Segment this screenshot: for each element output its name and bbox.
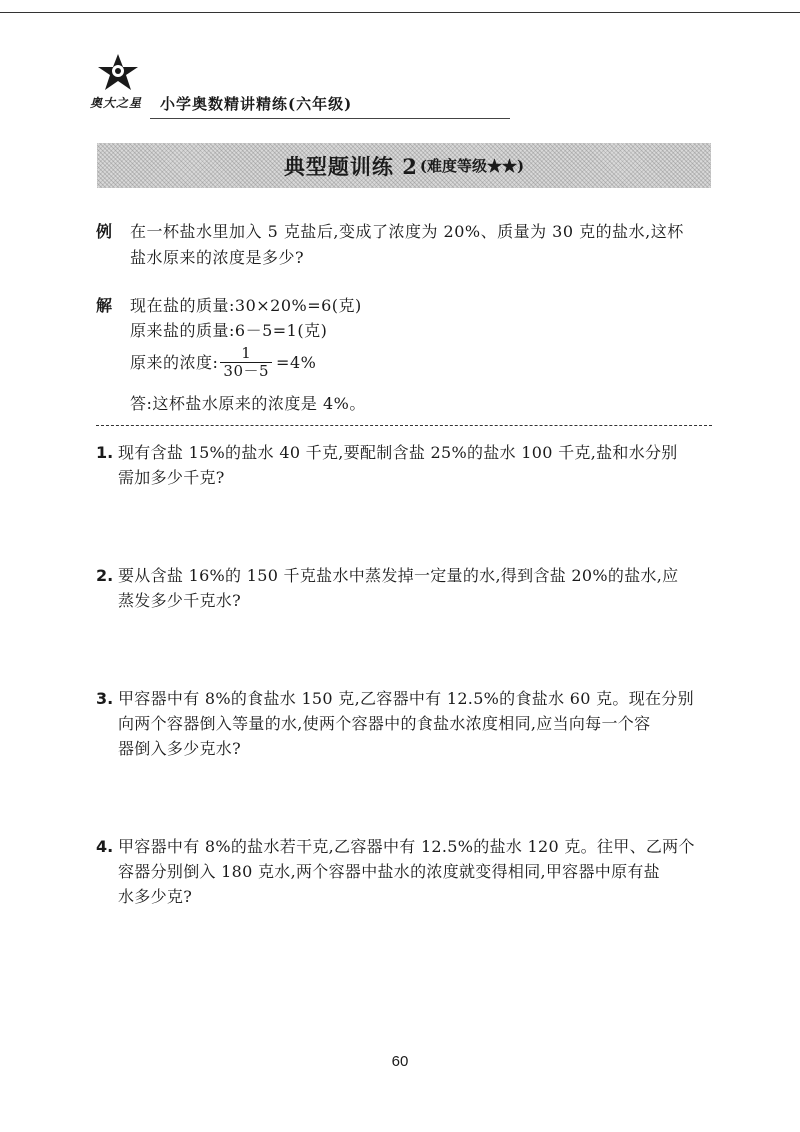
- question-line: 蒸发多少千克水?: [118, 591, 241, 610]
- question-line: 水多少克?: [118, 887, 193, 906]
- header-rule: [150, 118, 510, 119]
- star-logo-icon: [96, 52, 140, 92]
- section-banner: [97, 143, 711, 188]
- solution-label: 解: [96, 296, 113, 315]
- question-1: [96, 440, 726, 490]
- question-line: 容器分别倒入 180 克水,两个容器中盐水的浓度就变得相同,甲容器中原有盐: [118, 862, 660, 881]
- question-line: 向两个容器倒入等量的水,使两个容器中的食盐水浓度相同,应当向每一个容: [118, 714, 651, 733]
- question-4: [96, 834, 726, 909]
- solution-answer: 答:这杯盐水原来的浓度是 4%。: [130, 394, 366, 413]
- solution-block: [96, 293, 726, 418]
- fraction: [220, 345, 272, 380]
- question-number: 3.: [96, 689, 114, 708]
- question-line: 要从含盐 16%的 150 千克盐水中蒸发掉一定量的水,得到含盐 20%的盐水,应: [118, 566, 679, 585]
- dashed-separator: [96, 425, 712, 426]
- example-label: 例: [96, 222, 113, 241]
- question-line: 甲容器中有 8%的盐水若干克,乙容器中有 12.5%的盐水 120 克。往甲、乙两个: [118, 837, 695, 856]
- question-line: 现有含盐 15%的盐水 40 千克,要配制含盐 25%的盐水 100 千克,盐和水分别: [118, 443, 678, 462]
- example-line: 在一杯盐水里加入 5 克盐后,变成了浓度为 20%、质量为 30 克的盐水,这杯: [130, 222, 684, 241]
- question-line: 器倒入多少克水?: [118, 739, 241, 758]
- question-2: [96, 563, 726, 613]
- brand-name: 奥大之星: [90, 96, 143, 110]
- page-number: 60: [391, 1053, 409, 1070]
- question-line: 需加多少千克?: [118, 468, 225, 487]
- fraction-prefix: 原来的浓度:: [130, 352, 219, 372]
- example-line: 盐水原来的浓度是多少?: [130, 248, 305, 267]
- fraction-numerator: 1: [241, 344, 252, 362]
- top-border-rule: [0, 12, 800, 13]
- solution-fraction-line: [130, 345, 316, 380]
- question-number: 4.: [96, 837, 114, 856]
- series-title: 小学奥数精讲精练(六年级): [160, 95, 353, 113]
- example-block: [96, 219, 726, 273]
- question-3: [96, 686, 726, 761]
- fraction-result: =4%: [276, 352, 317, 372]
- question-number: 2.: [96, 566, 114, 585]
- question-number: 1.: [96, 443, 114, 462]
- difficulty-label: (难度等级★★): [419, 157, 525, 175]
- fraction-denominator: 30－5: [220, 362, 272, 380]
- solution-line: 现在盐的质量:30×20%=6(克): [130, 296, 362, 315]
- section-title: 典型题训练 2: [283, 153, 418, 179]
- question-line: 甲容器中有 8%的食盐水 150 克,乙容器中有 12.5%的食盐水 60 克。现在分别: [118, 689, 694, 708]
- solution-line: 原来盐的质量:6－5=1(克): [130, 321, 328, 340]
